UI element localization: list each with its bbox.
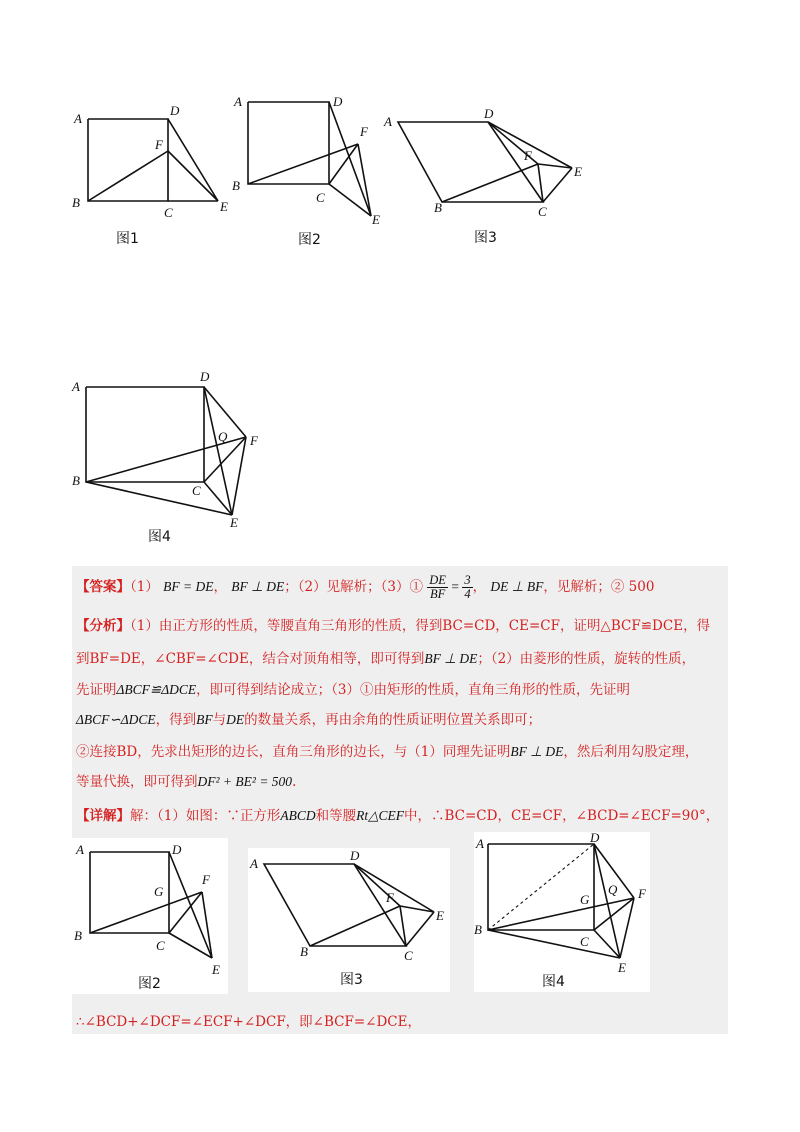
point-label-c: C <box>164 205 173 220</box>
point-label-c: C <box>316 190 325 205</box>
separator: ， <box>472 579 487 595</box>
point-label-c: C <box>156 938 165 953</box>
point-label-f: F <box>155 137 163 152</box>
analysis-line-6 <box>76 772 296 792</box>
analysis-line-3 <box>76 680 630 700</box>
analysis-text: ，得到 <box>155 712 197 728</box>
analysis-text: 的数量关系，再由余角的性质证明位置关系即可； <box>244 712 542 728</box>
point-label-a: A <box>76 842 84 857</box>
figure-caption: 图2 <box>138 976 161 992</box>
fraction <box>427 574 448 601</box>
point-label-e: E <box>618 960 626 975</box>
math-expression: BF ⊥ DE <box>424 651 478 666</box>
solution-figure-3 <box>248 848 450 992</box>
analysis-text: ；（2）由菱形的性质，旋转的性质， <box>477 651 696 667</box>
point-label-d: D <box>172 842 182 857</box>
point-label-c: C <box>538 204 547 219</box>
answer-text: ；（2）见解析；（3）① <box>284 579 423 595</box>
point-label-e: E <box>372 212 380 227</box>
point-label-e: E <box>436 908 444 923</box>
math-expression: ΔBCF∽ΔDCE <box>76 712 156 727</box>
math-expression: DF² + BE² = 500 <box>197 774 293 789</box>
math-expression: BF <box>196 712 213 727</box>
fraction-numerator: DE <box>429 573 446 587</box>
point-label-d: D <box>170 103 180 118</box>
fraction <box>462 574 472 601</box>
analysis-line-1 <box>76 616 710 636</box>
point-label-f: F <box>360 124 368 139</box>
analysis-line-2 <box>76 649 695 669</box>
point-label-e: E <box>230 515 238 530</box>
analysis-text: ，即可得到结论成立；（3）①由矩形的性质，直角三角形的性质，先证明 <box>196 682 630 698</box>
point-label-d: D <box>200 369 210 384</box>
figure-3 <box>380 100 600 250</box>
solution-figure-2 <box>72 838 228 994</box>
analysis-tag: 【分析】 <box>76 618 130 634</box>
math-expression: ΔBCF≌ΔDCE <box>116 682 197 697</box>
math-expression: BF ⊥ DE <box>510 744 564 759</box>
point-label-a: A <box>250 856 258 871</box>
point-label-q: Q <box>608 882 618 897</box>
figure-4 <box>62 365 282 550</box>
point-label-b: B <box>474 922 482 937</box>
fraction-denominator: BF <box>429 587 446 601</box>
point-label-e: E <box>574 164 582 179</box>
point-label-b: B <box>74 928 82 943</box>
point-label-b: B <box>72 473 80 488</box>
point-label-d: D <box>484 106 494 121</box>
math-expression: DE ⊥ BF <box>490 579 544 594</box>
point-label-f: F <box>386 890 394 905</box>
analysis-text: 先证明 <box>76 682 117 698</box>
point-label-c: C <box>192 483 201 498</box>
point-label-d: D <box>590 832 600 845</box>
point-label-a: A <box>74 111 82 126</box>
point-label-d: D <box>333 94 343 109</box>
detail-last-line: ∴∠BCD+∠DCF=∠ECF+∠DCF，即∠BCF=∠DCE， <box>76 1014 421 1030</box>
point-label-e: E <box>220 199 228 214</box>
fraction-denominator: 4 <box>464 587 471 601</box>
answer-text: ，见解析；② 500 <box>543 579 655 595</box>
figure-caption: 图4 <box>542 974 565 990</box>
point-label-a: A <box>476 836 484 851</box>
figure-2 <box>228 88 398 253</box>
detail-text: 和等腰 <box>315 808 357 824</box>
answer-tag: 【答案】 <box>76 579 130 595</box>
answer-line <box>76 574 654 600</box>
math-expression: Rt△CEF <box>356 808 404 823</box>
point-label-b: B <box>300 944 308 959</box>
figure-caption: 图1 <box>116 231 139 247</box>
analysis-text: 到BF=DE，∠CBF=∠CDE，结合对顶角相等，即可得到 <box>76 651 425 667</box>
figure-caption: 图4 <box>148 529 171 545</box>
point-label-g: G <box>580 892 590 907</box>
point-label-f: F <box>638 886 646 901</box>
point-label-a: A <box>234 94 242 109</box>
figure-caption: 图2 <box>298 232 321 248</box>
equals-sign: = <box>447 579 463 594</box>
point-label-q: Q <box>218 429 228 444</box>
detail-tag: 【详解】 <box>76 808 130 824</box>
point-label-f: F <box>202 872 210 887</box>
analysis-text: . <box>292 774 297 790</box>
point-label-g: G <box>154 884 164 899</box>
math-expression: ABCD <box>280 808 316 823</box>
figure-caption: 图3 <box>474 230 497 246</box>
analysis-line-5 <box>76 742 698 762</box>
detail-text: 中，∴BC=CD，CE=CF，∠BCD=∠ECF=90°， <box>403 808 720 824</box>
analysis-text: 与 <box>212 712 227 728</box>
point-label-c: C <box>404 948 413 963</box>
solution-figure-4 <box>474 832 650 992</box>
fraction-numerator: 3 <box>464 573 471 587</box>
analysis-text: 等量代换，即可得到 <box>76 774 198 790</box>
solution-block <box>72 566 728 1034</box>
point-label-d: D <box>350 848 360 863</box>
math-expression: BF = DE <box>163 579 214 594</box>
point-label-b: B <box>232 178 240 193</box>
point-label-e: E <box>212 962 220 977</box>
point-label-f: F <box>250 433 258 448</box>
point-label-b: B <box>434 200 442 215</box>
figure-caption: 图3 <box>340 972 363 988</box>
point-label-a: A <box>72 379 80 394</box>
math-expression: BF ⊥ DE <box>231 579 285 594</box>
point-label-c: C <box>580 934 589 949</box>
point-label-a: A <box>384 114 392 129</box>
point-label-f: F <box>524 148 532 163</box>
math-expression: DE <box>226 712 245 727</box>
analysis-text: （1）由正方形的性质，等腰直角三角形的性质，得到BC=CD，CE=CF，证明△BCF≌DCE，得 <box>130 618 711 634</box>
detail-text: 解：（1）如图：∵正方形 <box>130 808 281 824</box>
separator: ， <box>213 579 227 595</box>
detail-line-1 <box>76 806 719 826</box>
point-label-b: B <box>72 195 80 210</box>
analysis-text: ②连接BD，先求出矩形的边长，直角三角形的边长，与（1）同理先证明 <box>76 744 511 760</box>
analysis-text: ，然后利用勾股定理， <box>563 744 699 760</box>
answer-text: （1） <box>130 579 159 595</box>
figure-1 <box>60 95 250 255</box>
analysis-line-4 <box>76 710 541 730</box>
